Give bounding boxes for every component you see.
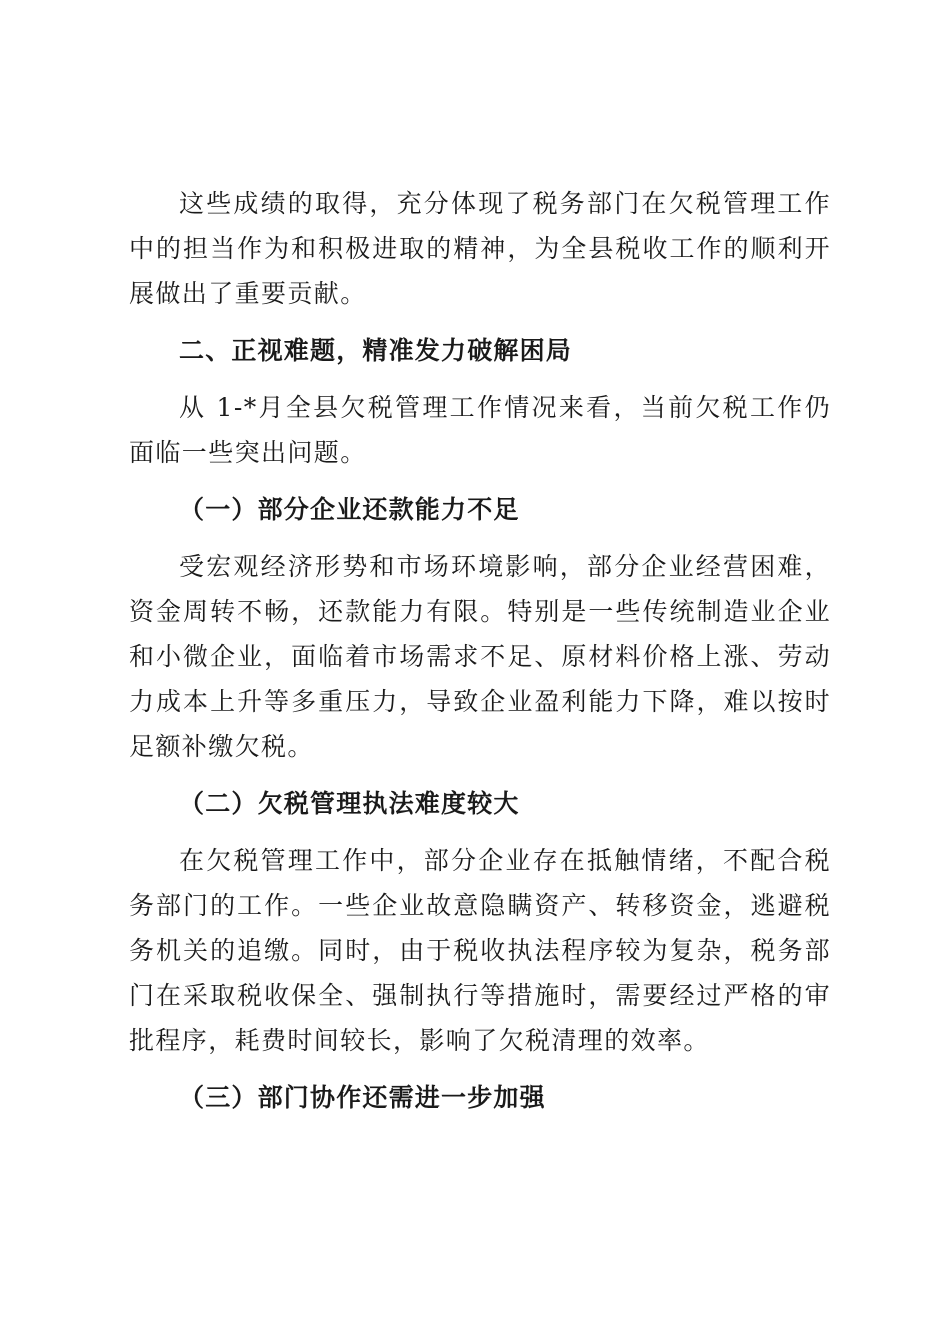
subsection-heading-repayment: （一）部分企业还款能力不足	[179, 495, 520, 524]
subsection-heading-cooperation: （三）部门协作还需进一步加强	[179, 1083, 546, 1112]
paragraph-overview: 从 1-*月全县欠税管理工作情况来看，当前欠税工作仍面临一些突出问题。	[129, 393, 831, 467]
document-body	[129, 181, 831, 1132]
paragraph-achievements: 这些成绩的取得，充分体现了税务部门在欠税管理工作中的担当作为和积极进取的精神，为全县税收工作的顺利开展做出了重要贡献。	[129, 189, 831, 308]
paragraph-repayment: 受宏观经济形势和市场环境影响，部分企业经营困难，资金周转不畅，还款能力有限。特别是一些传统制造业企业和小微企业，面临着市场需求不足、原材料价格上涨、劳动力成本上升等多重压力，导致企业盈利能力下降，难以按时足额补缴欠税。	[129, 552, 831, 761]
subsection-heading-enforcement: （二）欠税管理执法难度较大	[179, 789, 520, 818]
section-heading-problems: 二、正视难题，精准发力破解困局	[179, 336, 573, 365]
paragraph-enforcement: 在欠税管理工作中，部分企业存在抵触情绪，不配合税务部门的工作。一些企业故意隐瞒资产、转移资金，逃避税务机关的追缴。同时，由于税收执法程序较为复杂，税务部门在采取税收保全、强制执行等措施时，需要经过严格的审批程序，耗费时间较长，影响了欠税清理的效率。	[129, 846, 831, 1055]
